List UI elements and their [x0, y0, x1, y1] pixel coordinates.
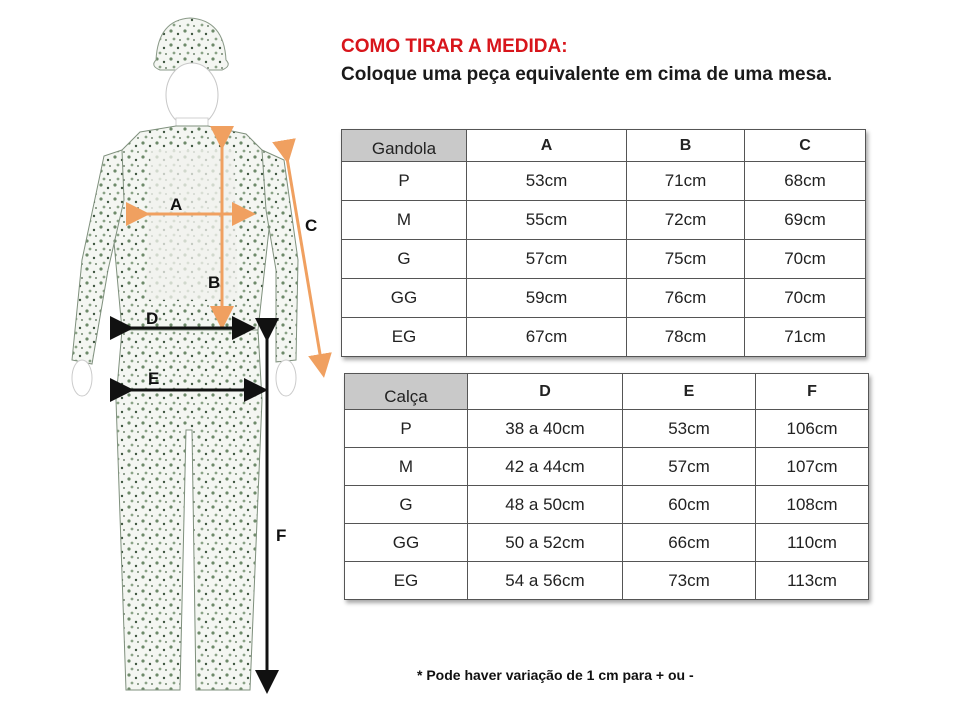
size-cell: GG	[342, 279, 467, 318]
value-cell: 57cm	[623, 448, 756, 486]
value-cell: 50 a 52cm	[468, 524, 623, 562]
label-c: C	[305, 216, 318, 235]
table-row	[345, 486, 869, 524]
value-cell: 54 a 56cm	[468, 562, 623, 600]
value-cell: 108cm	[756, 486, 869, 524]
label-f: F	[276, 526, 287, 545]
table-row	[342, 279, 866, 318]
table-label: Gandola	[342, 130, 467, 162]
value-cell: 66cm	[623, 524, 756, 562]
value-cell: 70cm	[745, 240, 866, 279]
size-cell: GG	[345, 524, 468, 562]
column-header: E	[623, 374, 756, 410]
table-row	[342, 201, 866, 240]
value-cell: 60cm	[623, 486, 756, 524]
value-cell: 48 a 50cm	[468, 486, 623, 524]
variation-note: * Pode haver variação de 1 cm para + ou -	[417, 667, 694, 683]
value-cell: 75cm	[627, 240, 745, 279]
size-cell: P	[342, 162, 467, 201]
head	[166, 63, 218, 127]
value-cell: 67cm	[467, 318, 627, 357]
value-cell: 55cm	[467, 201, 627, 240]
value-cell: 78cm	[627, 318, 745, 357]
value-cell: 72cm	[627, 201, 745, 240]
size-cell: EG	[345, 562, 468, 600]
value-cell: 53cm	[467, 162, 627, 201]
size-cell: P	[345, 410, 468, 448]
table-row	[345, 410, 869, 448]
column-header: C	[745, 130, 866, 162]
value-cell: 42 a 44cm	[468, 448, 623, 486]
value-cell: 71cm	[627, 162, 745, 201]
column-header: D	[468, 374, 623, 410]
column-header: A	[467, 130, 627, 162]
value-cell: 73cm	[623, 562, 756, 600]
pants	[116, 330, 262, 690]
value-cell: 106cm	[756, 410, 869, 448]
value-cell: 53cm	[623, 410, 756, 448]
cap	[154, 18, 229, 70]
value-cell: 70cm	[745, 279, 866, 318]
label-b: B	[208, 273, 221, 292]
table-row	[345, 448, 869, 486]
label-d: D	[146, 309, 159, 328]
page-subtitle: Coloque uma peça equivalente em cima de uma mesa.	[341, 64, 833, 85]
table-row	[342, 318, 866, 357]
value-cell: 68cm	[745, 162, 866, 201]
table-header-row	[342, 130, 866, 162]
value-cell: 71cm	[745, 318, 866, 357]
page-title: COMO TIRAR A MEDIDA:	[341, 36, 568, 57]
table-header-row	[345, 374, 869, 410]
value-cell: 107cm	[756, 448, 869, 486]
value-cell: 113cm	[756, 562, 869, 600]
pants-size-table	[344, 373, 869, 600]
label-a: A	[170, 195, 183, 214]
value-cell: 69cm	[745, 201, 866, 240]
value-cell: 76cm	[627, 279, 745, 318]
uniform-illustration	[0, 0, 340, 720]
size-cell: M	[345, 448, 468, 486]
size-cell: M	[342, 201, 467, 240]
size-cell: G	[342, 240, 467, 279]
table-row	[345, 524, 869, 562]
label-e: E	[148, 369, 160, 388]
size-cell: EG	[342, 318, 467, 357]
column-header: F	[756, 374, 869, 410]
shirt-size-table	[341, 129, 866, 357]
value-cell: 110cm	[756, 524, 869, 562]
value-cell: 57cm	[467, 240, 627, 279]
value-cell: 59cm	[467, 279, 627, 318]
table-row	[342, 162, 866, 201]
size-cell: G	[345, 486, 468, 524]
table-row	[345, 562, 869, 600]
value-cell: 38 a 40cm	[468, 410, 623, 448]
column-header: B	[627, 130, 745, 162]
table-row	[342, 240, 866, 279]
table-label: Calça	[345, 374, 468, 410]
